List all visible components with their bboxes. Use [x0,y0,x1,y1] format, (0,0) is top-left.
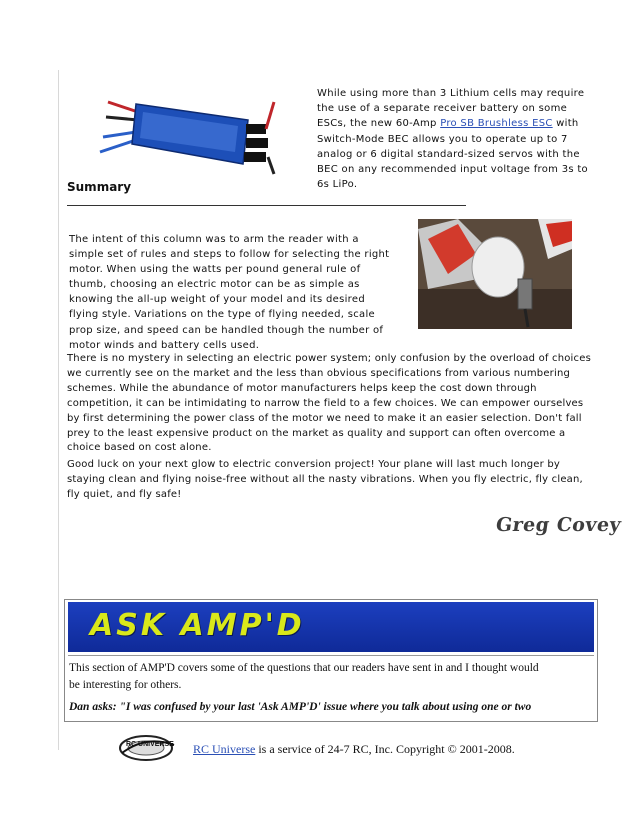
summary-heading: Summary [67,180,132,194]
text-segment: with [552,118,579,130]
text-line: schemes. While the abundance of motor manufacturers helps keep the cost down through [67,382,537,394]
rc-universe-link[interactable]: RC Universe [193,742,256,756]
ask-amped-divider [68,655,594,656]
esc-image [98,82,276,177]
text-line: flying style. Variations on the type of flying needed, scale [69,309,375,321]
text-line: BEC on any recommended input voltage from 3s to [317,164,588,176]
pro-sb-esc-link[interactable]: Pro SB Brushless ESC [440,118,553,130]
footer-copyright: is a service of 24-7 RC, Inc. Copyright © 2001-2008. [255,742,515,756]
ask-amped-banner [68,602,594,652]
text-line: motor winds and battery cells used. [69,339,260,351]
text-line-with-link [317,116,597,131]
text-line: by first determining the power class of the motor we need to make it an easier selection. Don't fall [67,412,582,424]
text-line: While using more than 3 Lithium cells may require [317,88,585,99]
text-line: prop size, and speed can be handled though the number of [69,324,384,336]
author-signature: Greg Covey [494,514,623,536]
ask-amped-intro [69,660,589,694]
text-line: we currently see on the market and the less than obvious specifications from various numbering [67,367,571,379]
text-line: the use of a separate receiver battery on some [317,103,568,115]
text-line: competition, it can be intimidating to narrow the field to a few choices. We can empower ourselves [67,397,584,409]
text-line: prey to the least expensive product on the market as quality and support can often overcome a [67,427,566,439]
text-line: thumb, choosing an electric motor can be as simple as [69,279,360,291]
summary-divider [67,205,466,206]
text-line: staying clean and flying noise-free without all the nasty vibrations. When you fly electric, fly clean, [67,473,583,485]
left-border [58,70,59,750]
text-line: knowing the all-up weight of your model and its desired [69,294,365,306]
text-line: motor. When using the watts per pound general rule of [69,264,361,276]
reader-question: Dan asks: "I was confused by your last 'Ask AMP'D' issue where you talk about using one or two [69,701,532,713]
text-line: The intent of this column was to arm the reader with a [69,234,359,245]
rc-universe-logo [116,731,180,765]
text-line: Good luck on your next glow to electric conversion project! Your plane will last much longer by [67,459,561,470]
top-paragraph [317,86,597,192]
text-line: be interesting for others. [69,679,182,691]
text-line: analog or 6 digital standard-sized servos with the [317,148,580,160]
text-line: choice based on cost alone. [67,442,212,454]
text-line: There is no mystery in selecting an electric power system; only confusion by the overload of choices [67,353,591,364]
text-line: fly quiet, and fly safe! [67,488,182,500]
summary-intro [69,232,399,353]
paragraph-good-luck [67,458,605,503]
text-line: Switch-Mode BEC allows you to operate up to 7 [317,133,568,145]
plane-motor-image [418,219,572,329]
footer [193,742,515,757]
text-line: This section of AMP'D covers some of the questions that our readers have sent in and I thought would [69,662,539,674]
paragraph-power-system [67,352,605,456]
text-segment: ESCs, the new 60-Amp [317,118,441,130]
text-line: 6s LiPo. [317,179,358,191]
svg-text:RC UNIVERSE: RC UNIVERSE [126,741,174,748]
banner-title: ASK AMP'D [90,608,305,643]
text-line: simple set of rules and steps to follow for selecting the right [69,249,390,261]
